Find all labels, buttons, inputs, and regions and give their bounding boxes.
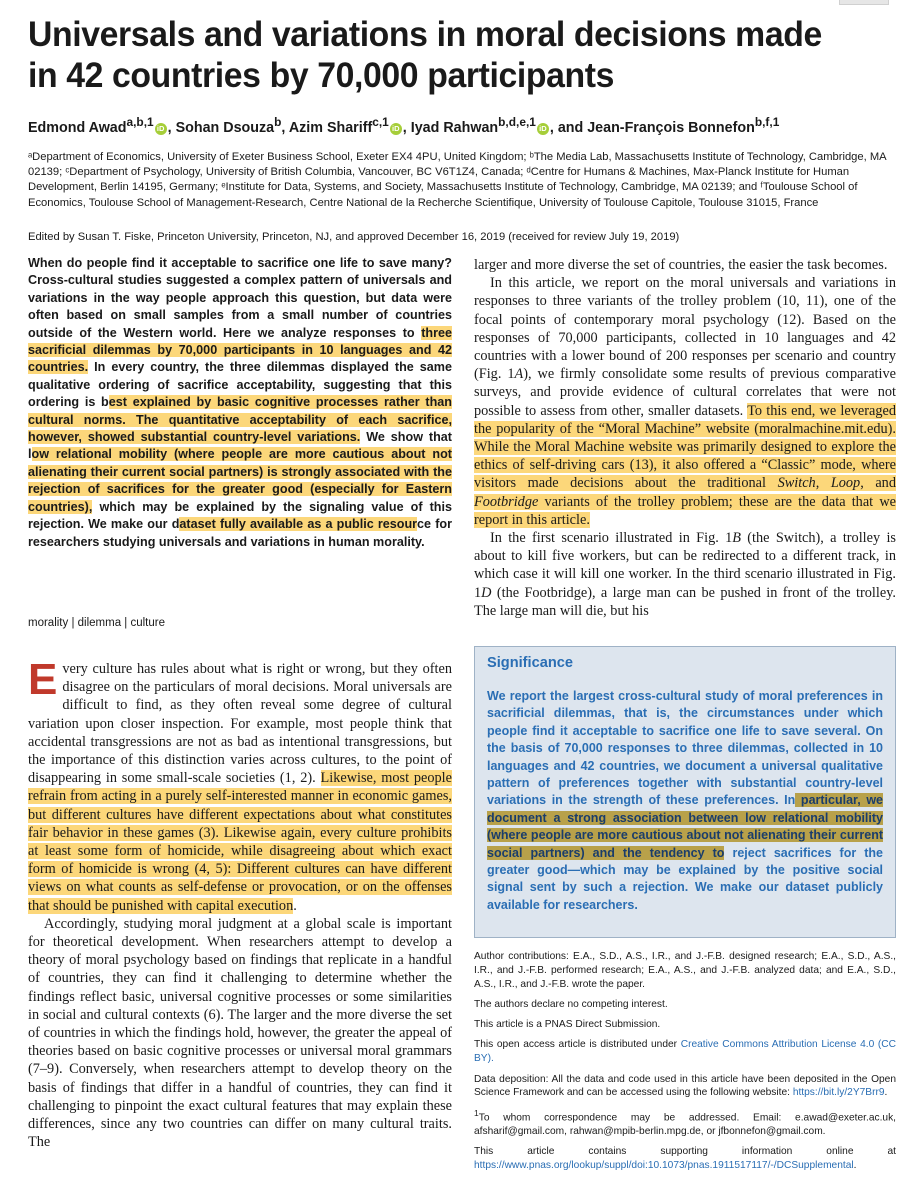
paragraph: In the first scenario illustrated in Fig. 1B (the Switch), a trolley is about to kill five workers, but can be redirected to a different track, in which case it will kill one worker. In the third scenario illustrated in Fig. 1D (the Footbridge), a large man can be pushed in front of the trolley. The large man will die, but his <box>474 530 896 619</box>
significance-box <box>474 646 896 938</box>
updates-tab[interactable] <box>839 0 889 5</box>
significance-heading: Significance <box>487 655 573 671</box>
osf-link[interactable]: https://bit.ly/2Y7Brr9 <box>792 1087 885 1099</box>
supplement-link[interactable]: https://www.pnas.org/lookup/suppl/doi:10.1073/pnas.1911517117/-/DCSupplemental <box>474 1159 854 1171</box>
footnotes <box>474 950 896 1179</box>
affiliations: ᵃDepartment of Economics, University of Exeter Business School, Exeter EX4 4PU, United Kingdom; ᵇThe Media Lab, Massachusetts Institute of Technology, Cambridge, MA 02139; ᶜDepartment of Psychology, University of British Columbia, Vancouver, BC V6T1Z4, Canada; ᵈCentre for Humans & Machines, Max-Planck Institute for Human Development, Berlin 14195, Germany; ᵉInstitute for Data, Systems, and Society, Massachusetts Institute of Technology, Cambridge, MA 02139; and ᶠToulouse School of Economics, Toulouse School of Management-Research, Centre National de la Recherche Scientifique, University of Toulouse Capitole, Toulouse 31015, France <box>28 151 887 209</box>
intro-text: Every culture has rules about what is right or wrong, but they often disagree on the particulars of moral decisions. Moral universals are difficult to find, as they often reveal some degree of cultural variation upon closer inspection. For example, most people think that accidental transgressions are not as bad as intentional transgressions, but the importance of this distinction varies across cultures, to the point of disappearing in some small-scale societies (1, 2). Likewise, most people refrain from acting in a purely self-interested manner in economic games, but different cultures have different expectations about what constitutes fair behavior in these games (3). Likewise again, every culture prohibits at least some form of homicide, while disagreeing about which exact form of homicide is wrong (4, 5): Different cultures can have different views on what counts as self-defense or provocation, or on the offenses that should be punished with capital execution. Accordingly, studying moral judgment at a global scale is important for theoretical development. When researchers attempt to develop a theory of moral psychology based on findings that replicate in a handful of countries, they can find it challenging to determine whether the findings reflect basic, universal cognitive processes or some similarities in social and cultural contexts (6). The larger and the more diverse the set of countries in which the findings hold, however, the greater the appeal of theories based on basic cognitive processes or universal moral grammars (7–9). Conversely, when researchers attempt to develop theory on the basis of findings that differ in a handful of countries, they can find it challenging to pinpoint the exact cultural features that may explain these differences, since any two countries can differ on many cultural traits. The <box>28 655 453 1151</box>
license-link[interactable]: Creative Commons Attribution License 4.0 (CC BY). <box>474 1039 896 1065</box>
highlight: three sacrificial dilemmas by 70,000 participants in 10 languages and 42 countries. <box>28 325 452 375</box>
abstract: When do people find it acceptable to sacrifice one life to save many? Cross-cultural studies suggested a complex pattern of universals and variations in the way people approach this question, but data were often based on small samples from a small number of countries outside of the Western world. Here we analyze responses to three sacrificial dilemmas by 70,000 participants in 10 languages and 42 countries. In every country, the three dilemmas displayed the same qualitative ordering of sacrifice acceptability, suggesting that this ordering is best explained by basic cognitive processes rather than cultural norms. The quantitative acceptability of each sacrifice, however, showed substantial country-level variations. We show that low relational mobility (where people are more cautious about not alienating their current social partners) is strongly associated with the rejection of sacrifices for the greater good (especially for Eastern countries), which may be explained by the signaling value of this rejection. We make our dataset fully available as a public resource for researchers studying universals and variations in human morality. <box>28 256 452 549</box>
author-name[interactable]: Jean-François Bonnefon <box>587 119 755 136</box>
orcid-icon[interactable]: iD <box>390 123 402 135</box>
figure-ref[interactable]: A <box>514 366 524 383</box>
highlight: est explained by basic cognitive processes rather than cultural norms. The quantitative acceptability of each sacrifice, however, showed substantial country-level variations. <box>28 395 452 445</box>
keywords: morality | dilemma | culture <box>28 617 165 629</box>
author-contributions: Author contributions: E.A., S.D., A.S., I.R., and J.-F.B. designed research; E.A., S.D., A.S., I.R., and J.-F.B. performed research; E.A., A.S., and J.-F.B. analyzed data; and E.A., S.D., A.S., I.R., and J.-F.B. wrote the paper. <box>474 951 896 990</box>
significance-text: We report the largest cross-cultural study of moral preferences in sacrificial dilemmas, that is, the circumstances under which people find it acceptable to sacrifice one life to save several. On the basis of 70,000 responses to three dilemmas, collected in 10 languages and 42 countries, we document a universal qualitative pattern of preferences together with substantial country-level variations in the strength of these preferences. In particular, we document a strong association between low relational mobility (where people are more cautious about not alienating their current social partners) and the tendency to reject sacrifices for the greater good—which may be explained by the positive social signal sent by such a rejection. We make our dataset publicly available for researchers. <box>487 689 883 912</box>
correspondence: $^1$To whom correspondence may be addressed. Email: e.awad@exeter.ac.uk, afsharif@gmail.com, rahwan@mpib-berlin.mpg.de, or jfbonnefon@gmail.com. <box>474 1107 896 1137</box>
orcid-icon[interactable]: iD <box>537 123 549 135</box>
direct-submission: This article is a PNAS Direct Submission. <box>474 1019 661 1031</box>
drop-cap: E <box>28 655 58 704</box>
paragraph: In this article, we report on the moral universals and variations in responses to three variants of the trolley problem (10, 11), one of the focal points of contemporary moral psychology (12). Based on the responses of 70,000 participants, collected in 10 languages and 42 countries with a lower bound of 200 responses per scenario and country (Fig. 1A), we firmly consolidate some results of previous comparative surveys, and provide evidence of cultural correlates that were not possible to assess from other, smaller datasets. To this end, we leveraged the popularity of the “Moral Machine” website (moralmachine.mit.edu). While the Moral Machine website was primarily designed to explore the ethics of self-driving cars (13), it also offered a “Classic” mode, where visitors made decisions about the traditional Switch, Loop, and Footbridge variants of the trolley problem; these are the data that we report in this article. <box>474 275 896 528</box>
supporting-info: This article contains supporting information online at https://www.pnas.org/lookup/suppl/doi:10.1073/pnas.1911517117/-/DCSupplemental. <box>474 1146 896 1171</box>
highlight: ow relational mobility (where people are more cautious about not alienating their current social partners) is strongly associated with the rejection of sacrifices for the greater good (especially for Eastern countries), <box>28 447 452 514</box>
highlight: Likewise, most people refrain from acting in a purely self-interested manner in economic games, but different cultures have different expectations about what constitutes fair behavior in these games (3). Likewise again, every culture prohibits at least some form of homicide, while disagreeing about which exact form of homicide is wrong (4, 5): Different cultures can have different views on what counts as self-defense or provocation, or on the offenses that should be punished with capital execution <box>28 770 453 914</box>
figure-ref[interactable]: D <box>481 584 492 601</box>
competing-interest: The authors declare no competing interest. <box>474 998 668 1010</box>
highlight: particular, we document a strong association between low relational mobility (where people are more cautious about not alienating their current social partners) and the tendency to <box>487 793 883 860</box>
author-list: Edmond Awad$^{a,b,1}$ iD , Sohan Dsouza$^b$, Azim Shariff$^{c,1}$ iD , Iyad Rahwan$^{b,d,e,1}$ iD , and Jean-François Bonnefon$^{b,f,1}$ <box>28 115 780 136</box>
author-name[interactable]: Azim Shariff <box>288 119 373 136</box>
figure-ref[interactable]: B <box>732 530 741 547</box>
paragraph: larger and more diverse the set of countries, the easier the task becomes. <box>474 257 888 273</box>
highlight: To this end, we leveraged the popularity of the “Moral Machine” website (moralmachine.mit.edu). While the Moral Machine website was primarily designed to explore the ethics of self-driving cars (13), it also offered a “Classic” mode, where visitors made decisions about the traditional Switch, Loop, and Footbridge variants of the trolley problem; these are the data that we report in this article. <box>474 402 896 528</box>
author-name[interactable]: Edmond Awad <box>28 119 127 136</box>
article-title: Universals and variations in moral decisions made in 42 countries by 70,000 participants <box>28 15 822 95</box>
data-deposition: Data deposition: All the data and code used in this article have been deposited in the Open Science Framework and can be accessed using the following website: https://bit.ly/2Y7Brr9. <box>474 1073 896 1099</box>
orcid-icon[interactable]: iD <box>155 123 167 135</box>
paragraph: Accordingly, studying moral judgment at a global scale is important for theoretical development. When researchers attempt to develop a theory of moral psychology based on findings that replicate in a handful of countries, they can find it challenging to determine whether the findings reflect basic, universal cognitive processes or some similarities in social and cultural contexts (6). The larger and the more diverse the set of countries in which the findings hold, however, the greater the appeal of theories based on basic cognitive processes or universal moral grammars (7–9). Conversely, when researchers attempt to develop theory on the basis of findings that differ in a handful of countries, they can find it challenging to pinpoint the exact cultural features that may explain these differences, since any two countries can differ on many cultural traits. The <box>28 915 452 1151</box>
edited-by: Edited by Susan T. Fiske, Princeton University, Princeton, NJ, and approved December 16, 2019 (received for review July 19, 2019) <box>28 231 680 243</box>
open-access: This open access article is distributed under Creative Commons Attribution License 4.0 (CC BY). <box>474 1039 896 1065</box>
intro-text-right <box>474 256 896 620</box>
author-name[interactable]: Iyad Rahwan <box>410 119 499 136</box>
highlight: ataset fully available as a public resour <box>179 517 418 532</box>
author-name[interactable]: Sohan Dsouza <box>175 119 275 136</box>
